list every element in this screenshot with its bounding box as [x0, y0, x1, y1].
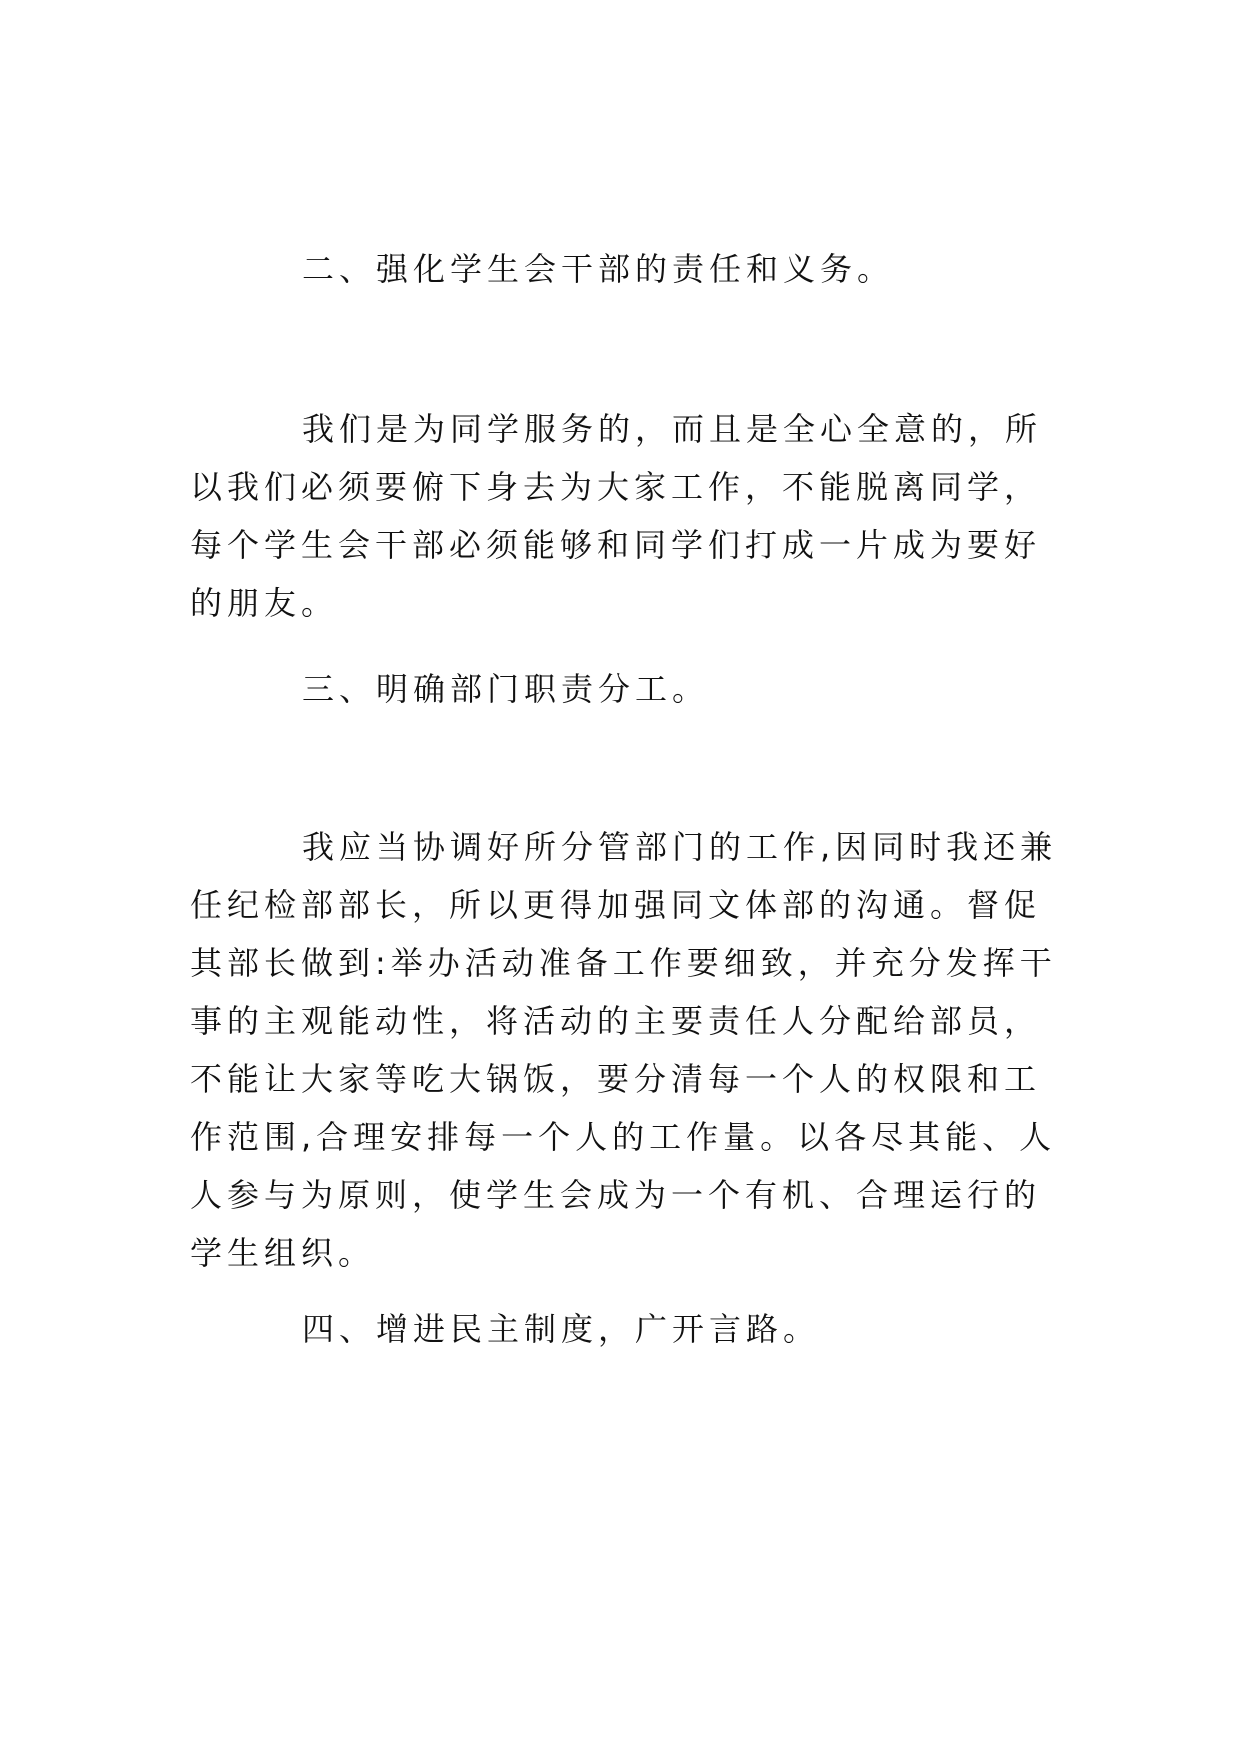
section-heading-2: 二、强化学生会干部的责任和义务。	[302, 250, 895, 288]
section-heading-3: 三、明确部门职责分工。	[302, 670, 710, 708]
section-heading-4: 四、增进民主制度，广开言路。	[302, 1310, 821, 1348]
section-paragraph-2: 我们是为同学服务的，而且是全心全意的，所以我们必须要俯下身去为大家工作，不能脱离同学，每个学生会干部必须能够和同学们打成一片成为要好的朋友。	[190, 410, 1043, 622]
section-paragraph-3: 我应当协调好所分管部门的工作,因同时我还兼任纪检部部长，所以更得加强同文体部的沟通。督促其部长做到:举办活动准备工作要细致，并充分发挥干事的主观能动性，将活动的主要责任人分配给部员，不能让大家等吃大锅饭，要分清每一个人的权限和工作范围,合理安排每一个人的工作量。以各尽其能、人人参与为原则，使学生会成为一个有机、合理运行的学生组织。	[190, 828, 1058, 1272]
